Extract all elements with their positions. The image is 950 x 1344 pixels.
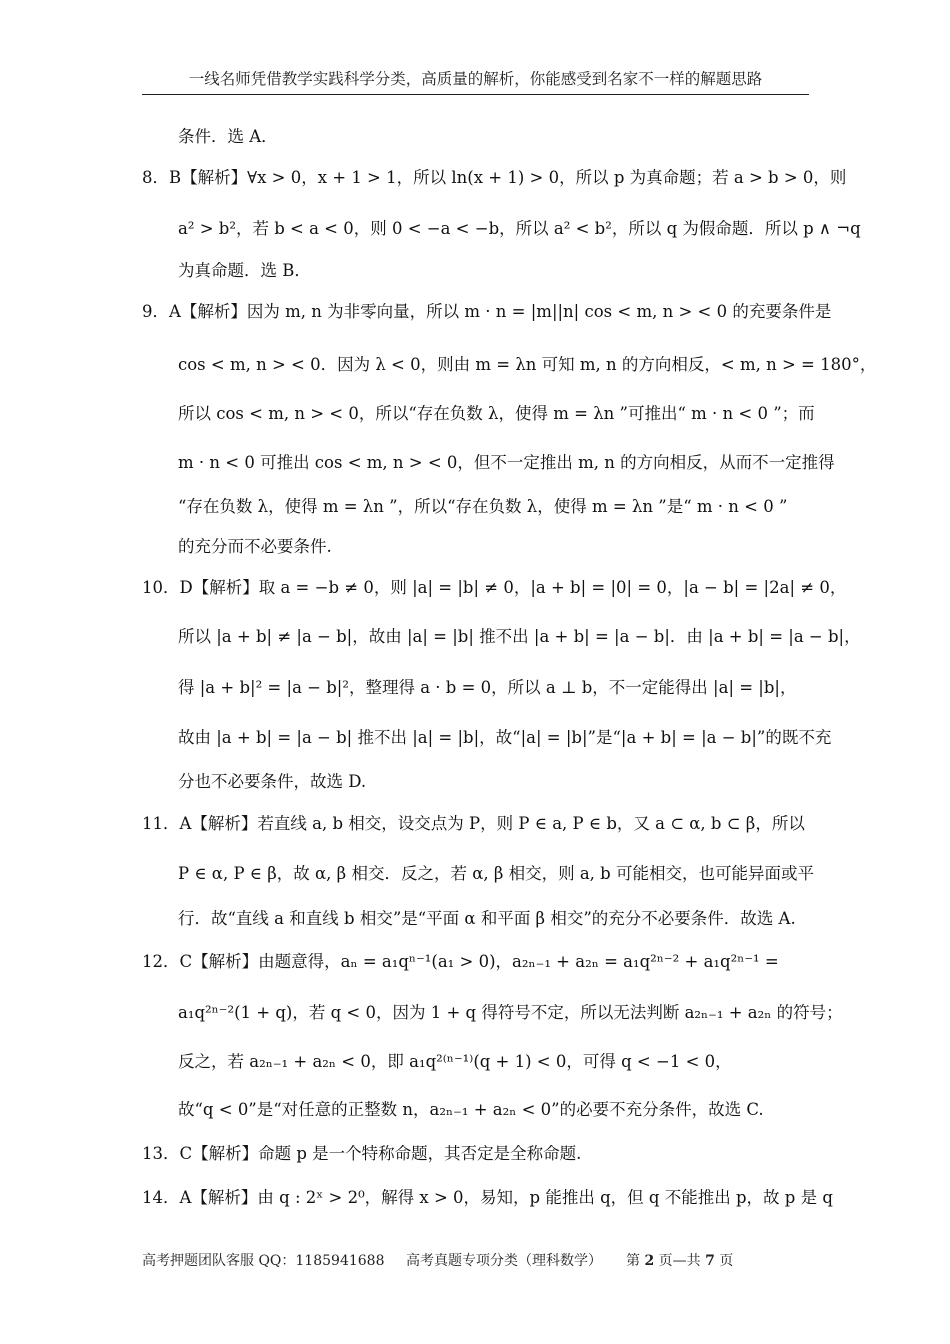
page-header	[142, 70, 809, 95]
text-line: 的充分而不必要条件.	[178, 537, 332, 556]
text-line: 11．A【解析】若直线 a, b 相交，设交点为 P，则 P ∈ a, P ∈ b，又 a ⊂ α, b ⊂ β，所以	[142, 814, 805, 833]
text-line: 为真命题．选 B．	[178, 261, 311, 280]
text-line: 13．C【解析】命题 p 是一个特称命题，其否定是全称命题.	[142, 1144, 582, 1163]
footer-page-suffix: 页	[719, 1253, 734, 1269]
text-line: m · n < 0 可推出 cos < m, n > < 0，但不一定推出 m, n 的方向相反，从而不一定推得	[178, 453, 835, 472]
text-line: 故“q < 0”是“对任意的正整数 n，a₂ₙ₋₁ + a₂ₙ < 0”的必要不充分条件，故选 C.	[178, 1100, 764, 1119]
text-line: 9．A【解析】因为 m, n 为非零向量，所以 m · n = |m||n| cos < m, n > < 0 的充要条件是	[142, 302, 832, 321]
text-line: 条件．选 A．	[178, 127, 278, 146]
footer-total-pages: 7	[705, 1253, 715, 1269]
text-line: 10．D【解析】取 a = −b ≠ 0，则 |a| = |b| ≠ 0，|a + b| = |0| = 0，|a − b| = |2a| ≠ 0，	[142, 578, 847, 597]
footer-page-number: 2	[644, 1253, 655, 1269]
header-title: 一线名师凭借教学实践科学分类，高质量的解析，你能感受到名家不一样的解题思路	[188, 70, 763, 88]
footer-service: 高考押题团队客服 QQ：1185941688	[142, 1253, 385, 1269]
text-line: 反之，若 a₂ₙ₋₁ + a₂ₙ < 0，即 a₁q²⁽ⁿ⁻¹⁾(q + 1) < 0，可得 q < −1 < 0，	[178, 1052, 732, 1071]
text-line: 8．B【解析】∀x > 0，x + 1 > 1，所以 ln(x + 1) > 0，所以 p 为真命题；若 a > b > 0，则	[142, 168, 847, 187]
text-line: 行．故“直线 a 和直线 b 相交”是“平面 α 和平面 β 相交”的充分不必要条件．故选 A.	[178, 909, 796, 928]
text-line: “存在负数 λ，使得 m = λn ”，所以“存在负数 λ，使得 m = λn ”是“ m · n < 0 ”	[178, 497, 788, 516]
footer-page-info	[626, 1252, 733, 1270]
text-line: 14．A【解析】由 q : 2ˣ > 2⁰，解得 x > 0，易知，p 能推出 q，但 q 不能推出 p，故 p 是 q	[142, 1188, 833, 1207]
text-line: 分也不必要条件，故选 D.	[178, 772, 367, 791]
footer-page-middle: 页—共	[658, 1253, 701, 1269]
text-line: 故由 |a + b| = |a − b| 推不出 |a| = |b|，故“|a| = |b|”是“|a + b| = |a − b|”的既不充	[178, 728, 832, 747]
text-line: a² > b²，若 b < a < 0，则 0 < −a < −b，所以 a² < b²，所以 q 为假命题．所以 p ∧ ¬q	[178, 219, 861, 238]
text-line: 12．C【解析】由题意得，aₙ = a₁qⁿ⁻¹(a₁ > 0)，a₂ₙ₋₁ + a₂ₙ = a₁q²ⁿ⁻² + a₁q²ⁿ⁻¹ =	[142, 952, 779, 971]
footer-series: 高考真题专项分类（理科数学）	[406, 1253, 602, 1269]
footer-page-prefix: 第	[626, 1253, 640, 1269]
text-line: P ∈ α, P ∈ β，故 α, β 相交．反之，若 α, β 相交，则 a, b 可能相交，也可能异面或平	[178, 864, 814, 883]
text-line: a₁q²ⁿ⁻²(1 + q)，若 q < 0，因为 1 + q 得符号不定，所以无法判断 a₂ₙ₋₁ + a₂ₙ 的符号；	[178, 1003, 843, 1022]
text-line: 所以 |a + b| ≠ |a − b|，故由 |a| = |b| 推不出 |a + b| = |a − b|．由 |a + b| = |a − b|，	[178, 627, 861, 646]
text-line: 所以 cos < m, n > < 0，所以“存在负数 λ，使得 m = λn ”可推出“ m · n < 0 ”；而	[178, 404, 815, 423]
text-line: 得 |a + b|² = |a − b|²，整理得 a · b = 0，所以 a ⊥ b，不一定能得出 |a| = |b|，	[178, 678, 797, 697]
text-line: cos < m, n > < 0．因为 λ < 0，则由 m = λn 可知 m, n 的方向相反，< m, n > = 180°，	[178, 355, 877, 374]
